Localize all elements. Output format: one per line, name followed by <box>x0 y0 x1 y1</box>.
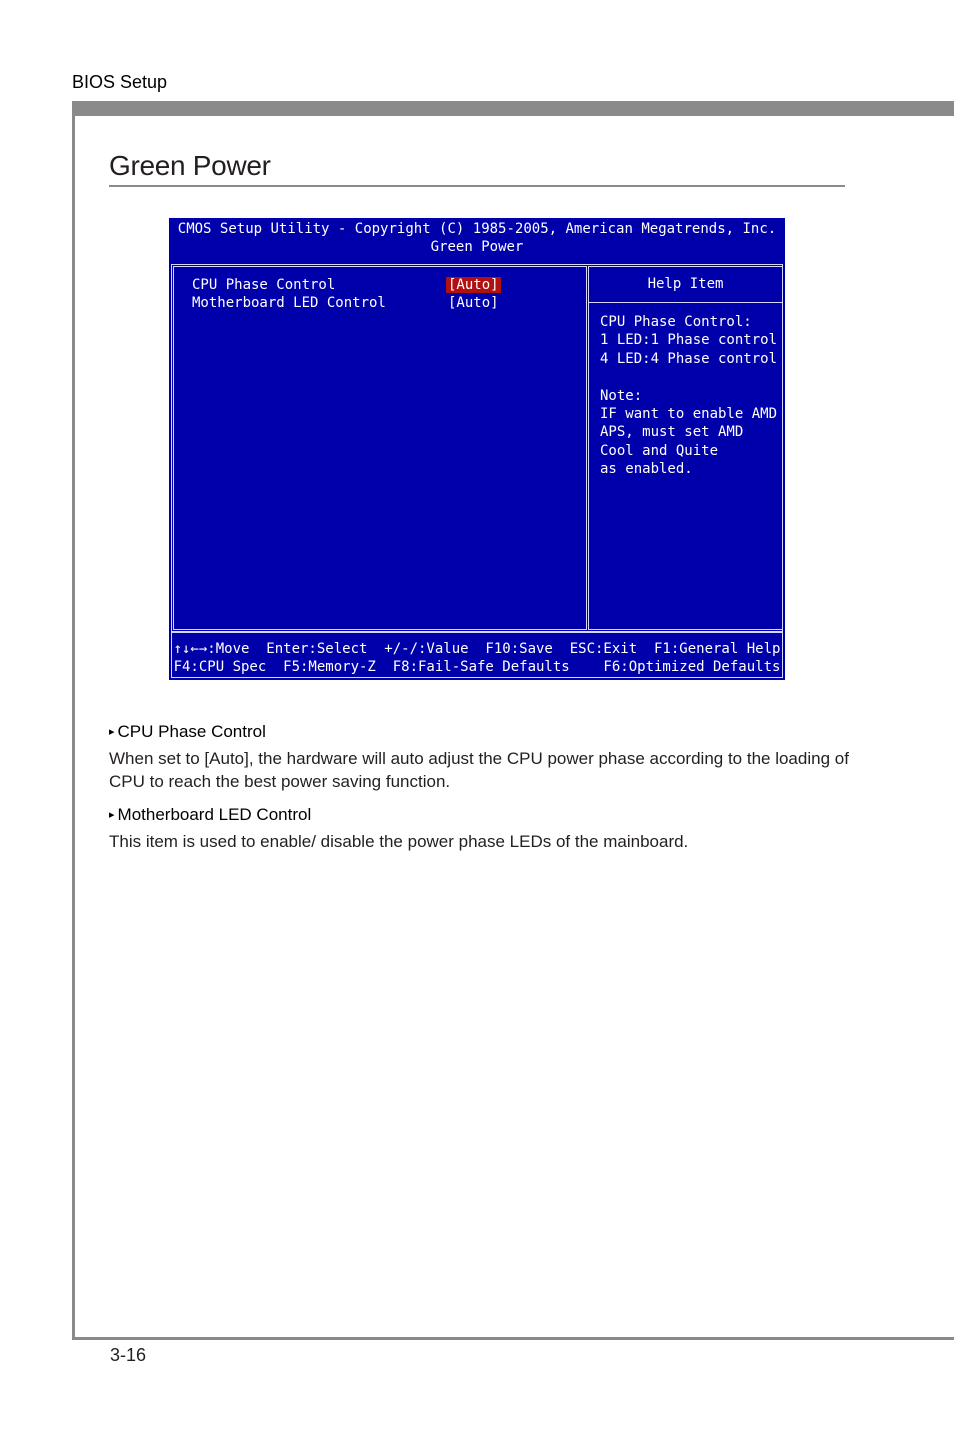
bios-screenshot <box>169 218 785 680</box>
bios-value-cpu-phase-control[interactable]: [Auto] <box>448 277 499 293</box>
top-bar <box>74 101 954 116</box>
page-number: 3-16 <box>110 1345 147 1365</box>
bios-footer-keys-1: ↑↓←→:Move Enter:Select +/-/:Value F10:Save ESC:Exit F1:General Help <box>173 641 781 657</box>
bios-header-copyright: CMOS Setup Utility - Copyright (C) 1985-2005, American Megatrends, Inc. <box>177 221 777 237</box>
bottom-rule <box>72 1337 954 1340</box>
bios-footer <box>171 632 783 678</box>
section-label: BIOS Setup <box>72 72 168 92</box>
cpu-phase-control-heading <box>109 722 266 742</box>
title-rule <box>109 185 845 187</box>
bios-value-motherboard-led-control[interactable]: [Auto] <box>448 295 499 311</box>
page-title: Green Power <box>109 150 271 181</box>
bios-header <box>169 218 785 258</box>
bios-main-panel <box>173 266 587 630</box>
bios-help-panel <box>588 266 783 630</box>
cpu-phase-control-title: CPU Phase Control <box>117 722 266 741</box>
triangle-bullet-icon: ▸ <box>109 726 115 738</box>
bios-help-text: CPU Phase Control: 1 LED:1 Phase control 4 LED:4 Phase control Note: IF want to enable AMD APS, must set AMD Cool and Quite as enabled. <box>600 314 778 478</box>
motherboard-led-control-description: This item is used to enable/ disable the power phase LEDs of the mainboard. <box>109 832 689 851</box>
bios-item-motherboard-led-control[interactable]: Motherboard LED Control <box>192 295 386 311</box>
bios-item-cpu-phase-control[interactable]: CPU Phase Control <box>192 277 336 293</box>
cpu-phase-control-description: When set to [Auto], the hardware will auto adjust the CPU power phase according to the loading of CPU to reach the best power saving function. <box>109 749 849 791</box>
left-rule <box>72 101 75 1339</box>
triangle-bullet-icon: ▸ <box>109 809 115 821</box>
motherboard-led-control-heading <box>109 805 311 825</box>
bios-footer-keys-2: F4:CPU Spec F5:Memory-Z F8:Fail-Safe Defaults F6:Optimized Defaults <box>173 659 781 675</box>
motherboard-led-control-title: Motherboard LED Control <box>117 805 312 824</box>
bios-header-page: Green Power <box>430 239 524 255</box>
bios-help-title: Help Item <box>589 267 782 303</box>
